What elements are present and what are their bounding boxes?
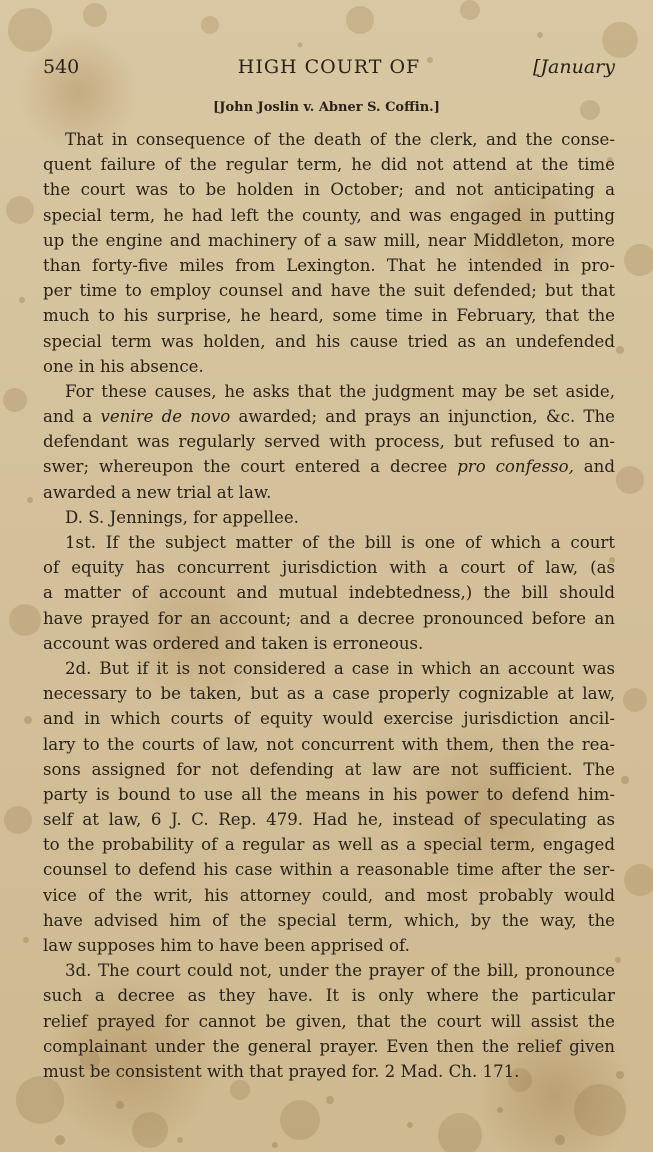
- text-line-italic: swer; whereupon the court entered a decree pro confesso, and: [43, 457, 615, 477]
- text-line: such a decree as they have. It is only where the particular: [43, 986, 615, 1006]
- text-line: 1st. If the subject matter of the bill is one of which a court: [65, 533, 615, 552]
- text-line-italic: and a venire de novo awarded; and prays an injunction, &c. The: [43, 407, 615, 427]
- text-line: special term was holden, and his cause tried as an undefended: [43, 331, 615, 351]
- text-line: must be consistent with that prayed for. 2 Mad. Ch. 171.: [43, 1061, 520, 1081]
- text-line: law supposes him to have been apprised of.: [43, 936, 410, 955]
- page-number: 540: [43, 56, 80, 78]
- text-line: have advised him of the special term, which, by the way, the: [43, 910, 615, 930]
- text-line: For these causes, he asks that the judgment may be set aside,: [65, 381, 615, 401]
- text-line: the court was to be holden in October; and not anticipating a: [43, 180, 615, 200]
- text-line: up the engine and machinery of a saw mill, near Middleton, more: [43, 230, 615, 250]
- text-line: 2d. But if it is not considered a case in which an account was: [65, 658, 615, 678]
- text-line: much to his surprise, he heard, some time in February, that the: [43, 306, 615, 326]
- text-line: counsel to defend his case within a reasonable time after the ser-: [43, 860, 615, 880]
- body-text: [43, 127, 615, 1084]
- text-line: defendant was regularly served with process, but refused to an-: [43, 432, 615, 452]
- text-line: relief prayed for cannot be given, that the court will assist the: [43, 1011, 615, 1031]
- text-line: per time to employ counsel and have the suit defended; but that: [43, 281, 615, 301]
- text-line: to the probability of a regular as well as a special term, engaged: [43, 835, 615, 855]
- text-line: necessary to be taken, but as a case properly cognizable at law,: [43, 684, 615, 704]
- text-line: party is bound to use all the means in his power to defend him-: [43, 784, 615, 804]
- text-line: a matter of account and mutual indebtedness,) the bill should: [43, 583, 615, 603]
- running-title: HIGH COURT OF: [237, 56, 421, 78]
- italic-phrase: pro confesso,: [457, 457, 574, 477]
- text-line: sons assigned for not defending at law are not sufficient. The: [43, 759, 615, 779]
- text-line: That in consequence of the death of the clerk, and the conse-: [65, 130, 615, 149]
- text-line: and in which courts of equity would exercise jurisdiction ancil-: [43, 709, 615, 729]
- text-line: self at law, 6 J. C. Rep. 479. Had he, instead of speculating as: [43, 810, 615, 830]
- text-line: special term, he had left the county, and was engaged in putting: [43, 205, 615, 225]
- text-line: of equity has concurrent jurisdiction with a court of law, (as: [43, 558, 615, 578]
- header-month: [January: [533, 56, 615, 78]
- text-line: vice of the writ, his attorney could, and most probably would: [43, 885, 615, 905]
- text-line: complainant under the general prayer. Even then the relief given: [43, 1036, 615, 1056]
- text-line: one in his absence.: [43, 356, 204, 376]
- text-line: 3d. The court could not, under the prayer of the bill, pronounce: [65, 961, 615, 981]
- text-line: lary to the courts of law, not concurrent with them, then the rea-: [43, 734, 615, 754]
- text-line: have prayed for an account; and a decree pronounced before an: [43, 608, 615, 628]
- text-line: awarded a new trial at law.: [43, 482, 272, 502]
- italic-phrase: venire de novo: [100, 407, 231, 427]
- counsel-line: D. S. Jennings, for appellee.: [65, 507, 299, 527]
- text-line: account was ordered and taken is erroneous.: [43, 633, 424, 653]
- page-header: [43, 56, 615, 84]
- text-line: quent failure of the regular term, he did not attend at the time: [43, 155, 615, 175]
- case-title: [John Joslin v. Abner S. Coffin.]: [213, 100, 440, 115]
- text-line: than forty-five miles from Lexington. That he intended in pro-: [43, 255, 615, 275]
